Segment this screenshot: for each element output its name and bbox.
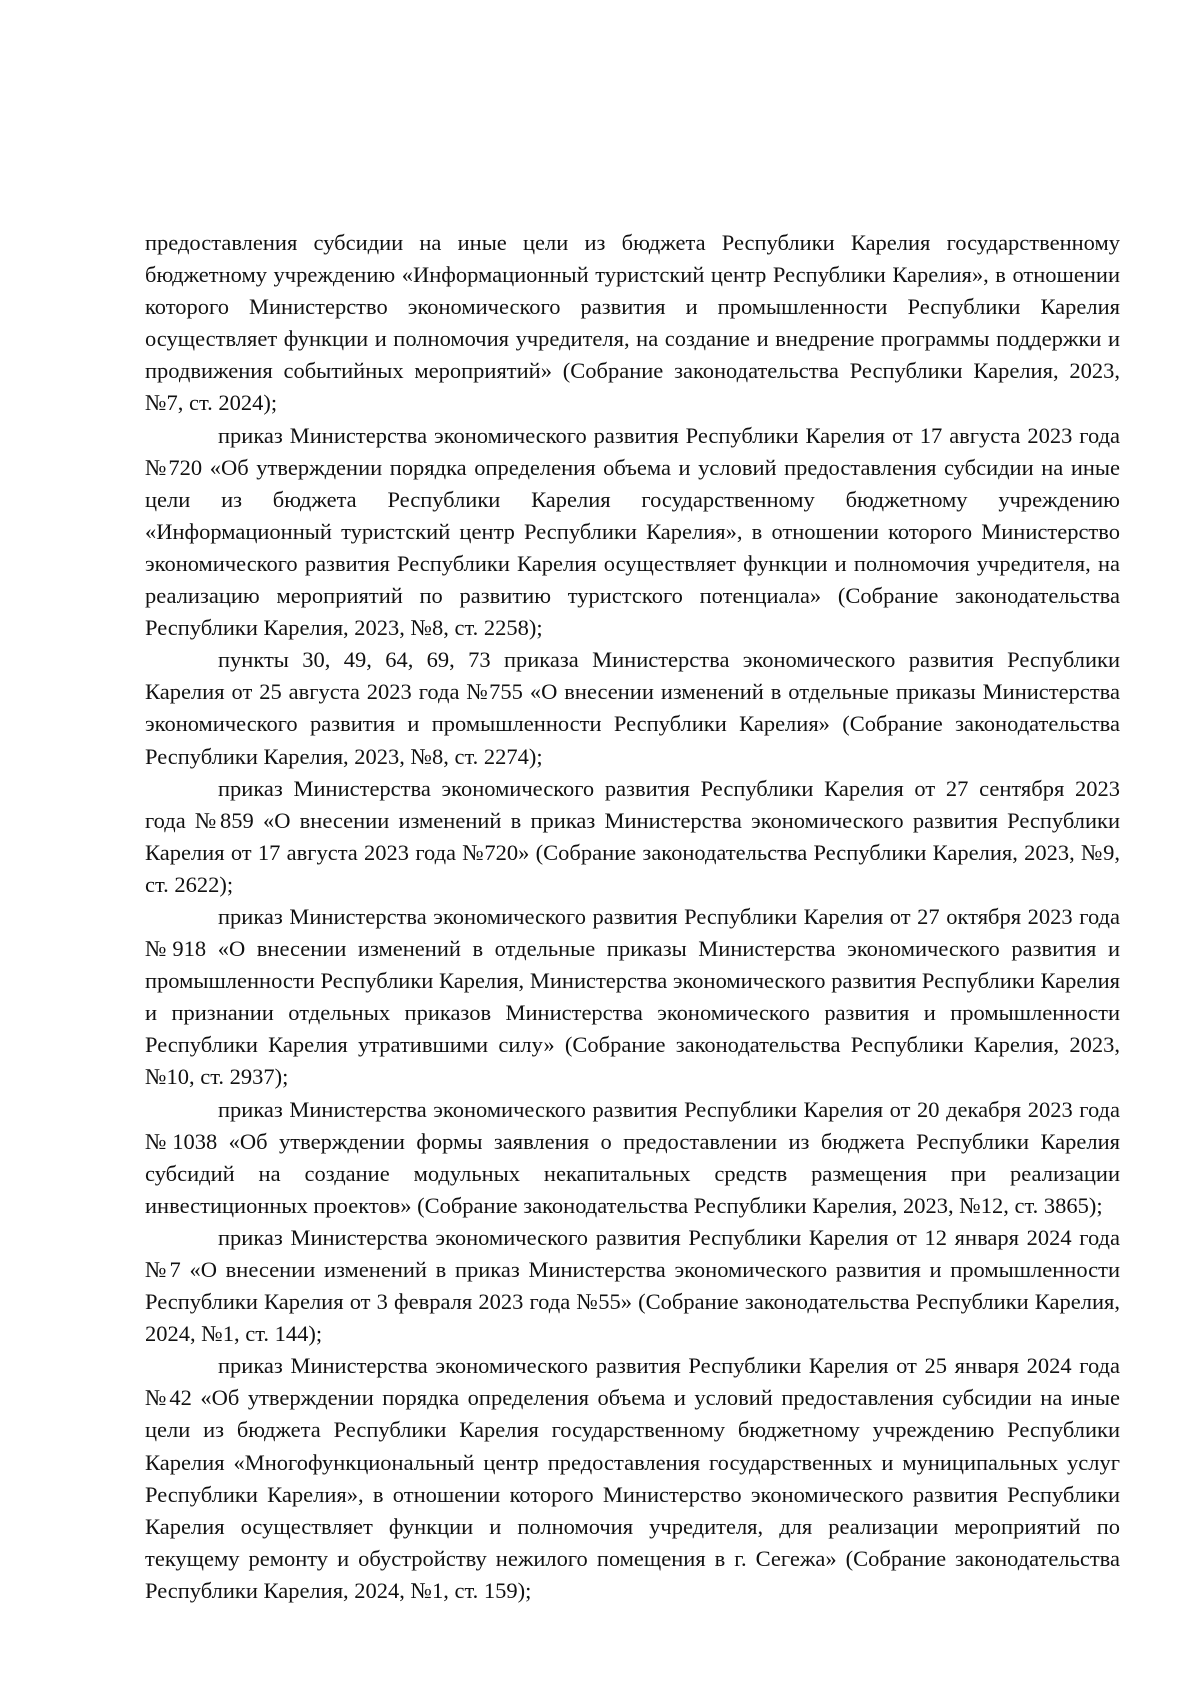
paragraph-order-918: приказ Министерства экономического развития Республики Карелия от 27 октября 2023 года №918 «О внесении изменений в отдельные приказы Министерства экономического развития и промышленности Республики Карелия, Министерства экономического развития Республики Карелия и признании отдельных приказов Министерства экономического развития и промышленности Республики Карелия утратившими силу» (Собрание законодательства Республики Карелия, 2023, №10, ст. 2937); <box>145 903 1120 1090</box>
document-body <box>145 227 1120 1607</box>
paragraph-order-755: пункты 30, 49, 64, 69, 73 приказа Министерства экономического развития Республики Карелия от 25 августа 2023 года №755 «О внесении изменений в отдельные приказы Министерства экономического развития и промышленности Республики Карелия» (Собрание законодательства Республики Карелия, 2023, №8, ст. 2274); <box>145 647 1120 769</box>
paragraph-order-42: приказ Министерства экономического развития Республики Карелия от 25 января 2024 года №42 «Об утверждении порядка определения объема и условий предоставления субсидии на иные цели из бюджета Республики Карелия государственному бюджетному учреждению Республики Карелия «Многофункциональный центр предоставления государственных и муниципальных услуг Республики Карелия», в отношении которого Министерство экономического развития Республики Карелия осуществляет функции и полномочия учредителя, для реализации мероприятий по текущему ремонту и обустройству нежилого помещения в г. Сегежа» (Собрание законодательства Республики Карелия, 2024, №1, ст. 159); <box>145 1353 1120 1603</box>
paragraph-continuation: предоставления субсидии на иные цели из бюджета Республики Карелия государственному бюджетному учреждению «Информационный туристский центр Республики Карелия», в отношении которого Министерство экономического развития и промышленности Республики Карелия осуществляет функции и полномочия учредителя, на создание и внедрение программы поддержки и продвижения событийных мероприятий» (Собрание законодательства Республики Карелия, 2023, №7, ст. 2024); <box>145 230 1120 416</box>
paragraph-order-7: приказ Министерства экономического развития Республики Карелия от 12 января 2024 года №7 «О внесении изменений в приказ Министерства экономического развития и промышленности Республики Карелия от 3 февраля 2023 года №55» (Собрание законодательства Республики Карелия, 2024, №1, ст. 144); <box>145 1224 1120 1347</box>
paragraph-order-859: приказ Министерства экономического развития Республики Карелия от 27 сентября 2023 года №859 «О внесении изменений в приказ Министерства экономического развития Республики Карелия от 17 августа 2023 года №720» (Собрание законодательства Республики Карелия, 2023, №9, ст. 2622); <box>145 775 1120 897</box>
paragraph-order-720: приказ Министерства экономического развития Республики Карелия от 17 августа 2023 года №720 «Об утверждении порядка определения объема и условий предоставления субсидии на иные цели из бюджета Республики Карелия государственному бюджетному учреждению «Информационный туристский центр Республики Карелия», в отношении которого Министерство экономического развития Республики Карелия осуществляет функции и полномочия учредителя, на реализацию мероприятий по развитию туристского потенциала» (Собрание законодательства Республики Карелия, 2023, №8, ст. 2258); <box>145 422 1120 641</box>
paragraph-order-1038: приказ Министерства экономического развития Республики Карелия от 20 декабря 2023 года №1038 «Об утверждении формы заявления о предоставлении из бюджета Республики Карелия субсидий на создание модульных некапитальных средств размещения при реализации инвестиционных проектов» (Собрание законодательства Республики Карелия, 2023, №12, ст. 3865); <box>145 1096 1120 1218</box>
